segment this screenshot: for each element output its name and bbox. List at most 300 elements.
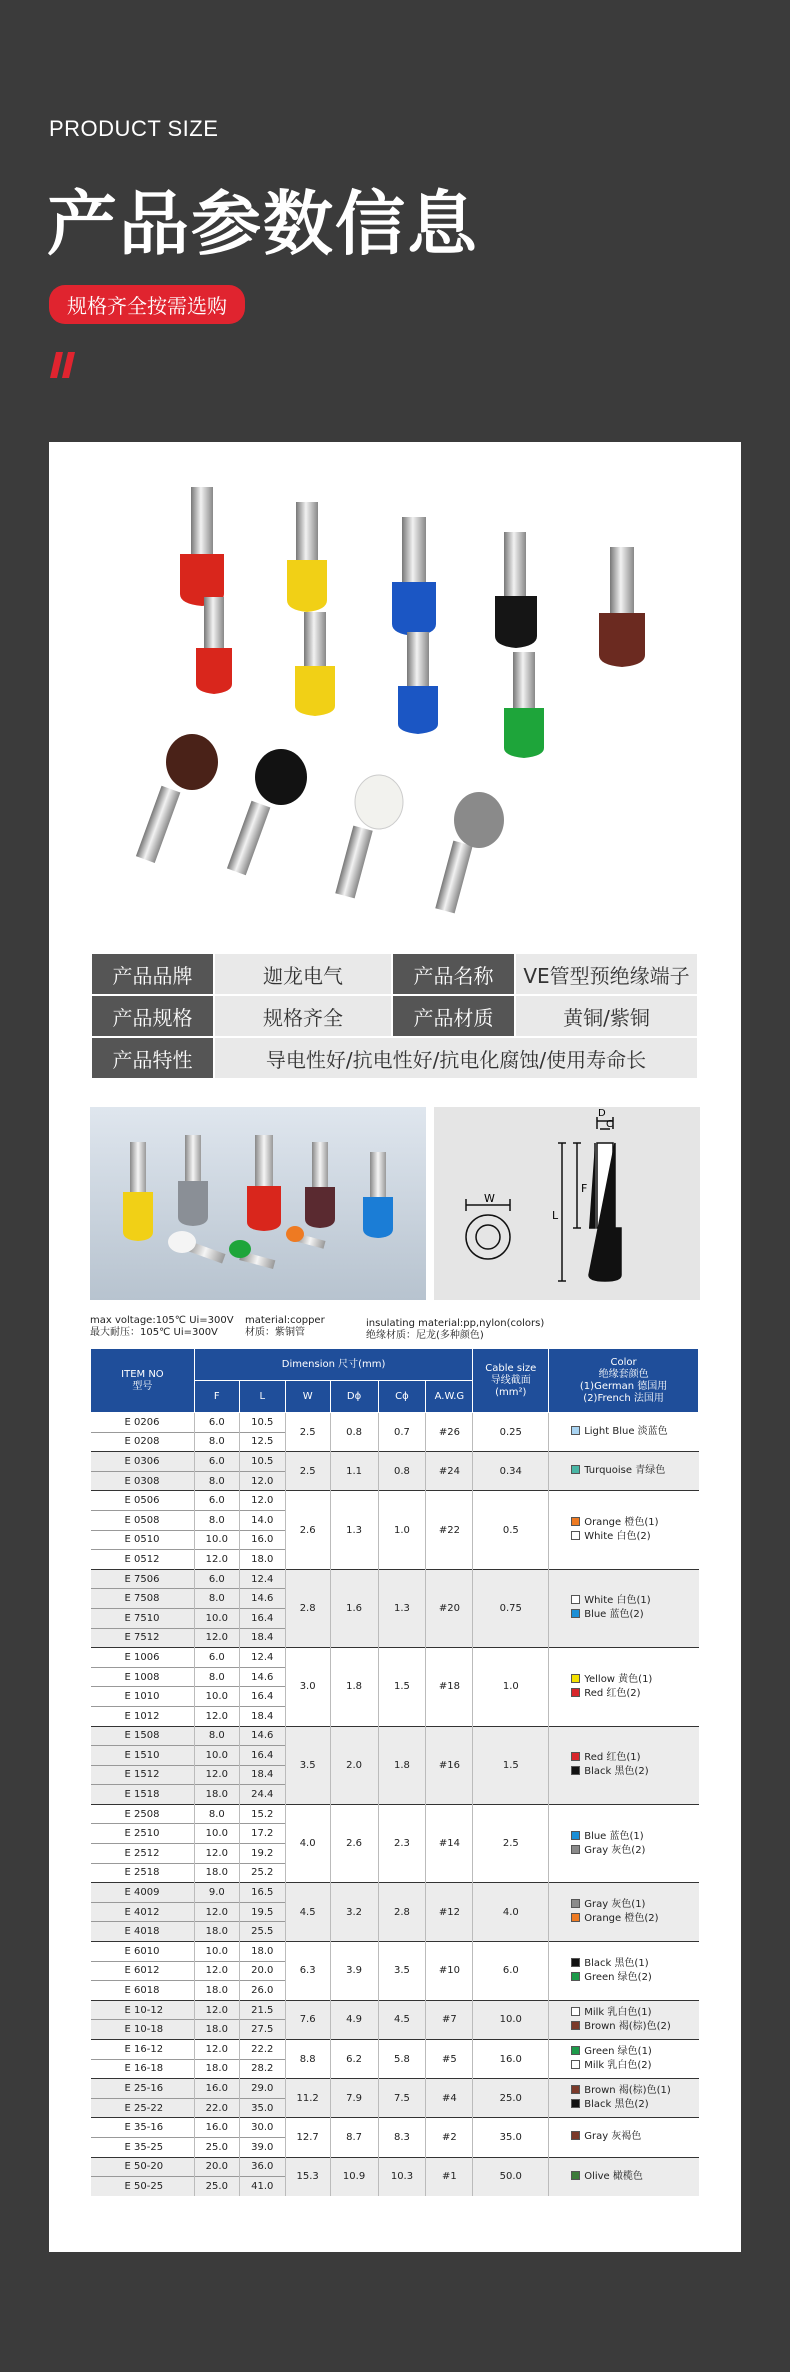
w-dimension-label: W — [484, 1192, 495, 1205]
color-label: Milk 乳白色(2) — [584, 2060, 652, 2072]
w-cell: 15.3 — [285, 2157, 330, 2196]
voltage-note-en: max voltage:105℃ Ui=300V — [90, 1315, 234, 1326]
l-cell: 39.0 — [239, 2137, 285, 2157]
spec-table — [90, 1348, 699, 2196]
cable-size-cell: 25.0 — [473, 2079, 549, 2118]
f-cell: 10.0 — [194, 1824, 239, 1844]
item-no-cell: E 2512 — [91, 1844, 195, 1864]
section-en-title: PRODUCT SIZE — [49, 116, 219, 141]
dimension-drawing — [434, 1107, 700, 1300]
color-swatch-icon — [571, 1674, 580, 1683]
name-label: 产品名称 — [392, 953, 515, 995]
table-row — [91, 1648, 699, 1668]
dimension-header: Dimension 尺寸(mm) — [194, 1349, 473, 1381]
awg-cell: #20 — [426, 1569, 473, 1647]
c-cell: 4.5 — [378, 2000, 426, 2039]
f-cell: 10.0 — [194, 1746, 239, 1766]
w-cell: 2.8 — [285, 1569, 330, 1647]
d-cell: 8.7 — [330, 2118, 378, 2157]
l-cell: 24.4 — [239, 1785, 285, 1805]
l-cell: 19.5 — [239, 1902, 285, 1922]
l-cell: 14.6 — [239, 1667, 285, 1687]
item-no-cell: E 1518 — [91, 1785, 195, 1805]
color-swatch-icon — [571, 2046, 580, 2055]
w-cell: 4.0 — [285, 1804, 330, 1882]
item-no-cell: E 10-12 — [91, 2000, 195, 2020]
item-no-cell: E 1510 — [91, 1746, 195, 1766]
color-label: Turquoise 青绿色 — [584, 1465, 666, 1477]
cable-size-cell: 0.34 — [473, 1452, 549, 1491]
item-no-cell: E 0306 — [91, 1452, 195, 1472]
c-cell: 2.8 — [378, 1883, 426, 1942]
table-row — [91, 2118, 699, 2138]
f-cell: 12.0 — [194, 2000, 239, 2020]
color-swatch-icon — [571, 1426, 580, 1435]
w-cell: 7.6 — [285, 2000, 330, 2039]
color-label: Green 绿色(2) — [584, 1971, 652, 1983]
col-l-header: L — [239, 1381, 285, 1413]
color-swatch-icon — [571, 2171, 580, 2180]
c-cell: 1.5 — [378, 1648, 426, 1726]
item-no-cell: E 1012 — [91, 1706, 195, 1726]
material-note-cn: 材质：紫铜管 — [245, 1327, 305, 1338]
l-cell: 25.2 — [239, 1863, 285, 1883]
l-cell: 12.0 — [239, 1471, 285, 1491]
w-cell: 3.5 — [285, 1726, 330, 1804]
f-cell: 18.0 — [194, 1981, 239, 2001]
section-cn-title: 产品参数信息 — [47, 183, 479, 265]
awg-cell: #26 — [426, 1413, 473, 1452]
l-cell: 26.0 — [239, 1981, 285, 2001]
d-cell: 10.9 — [330, 2157, 378, 2196]
item-no-cell: E 1512 — [91, 1765, 195, 1785]
f-cell: 12.0 — [194, 1961, 239, 1981]
color-label: Black 黑色(2) — [584, 1766, 649, 1778]
color-cell — [549, 2000, 699, 2039]
color-label: Black 黑色(1) — [584, 1957, 649, 1969]
d-cell: 3.9 — [330, 1942, 378, 2001]
l-cell: 30.0 — [239, 2118, 285, 2138]
f-cell: 25.0 — [194, 2177, 239, 2197]
c-cell: 5.8 — [378, 2040, 426, 2079]
color-option — [571, 1830, 698, 1844]
d-cell: 3.2 — [330, 1883, 378, 1942]
cable-size-cell: 16.0 — [473, 2040, 549, 2079]
l-cell: 12.4 — [239, 1569, 285, 1589]
col-w-header: W — [285, 1381, 330, 1413]
l-cell: 18.0 — [239, 1550, 285, 1570]
color-label: Gray 灰色(1) — [584, 1899, 646, 1911]
table-row — [91, 2000, 699, 2020]
item-no-cell: E 4018 — [91, 1922, 195, 1942]
color-swatch-icon — [571, 1517, 580, 1526]
item-no-cell: E 1508 — [91, 1726, 195, 1746]
table-row — [91, 1804, 699, 1824]
item-no-cell: E 0512 — [91, 1550, 195, 1570]
table-row — [91, 2079, 699, 2099]
color-option — [571, 1957, 698, 1971]
col-awg-header: A.W.G — [426, 1381, 473, 1413]
item-no-cell: E 2518 — [91, 1863, 195, 1883]
f-cell: 6.0 — [194, 1569, 239, 1589]
d-cell: 0.8 — [330, 1413, 378, 1452]
awg-cell: #16 — [426, 1726, 473, 1804]
f-cell: 8.0 — [194, 1471, 239, 1491]
ferrule-product-photo — [49, 442, 741, 942]
l-cell: 12.5 — [239, 1432, 285, 1452]
material-label: 产品材质 — [392, 995, 515, 1037]
f-cell: 12.0 — [194, 1706, 239, 1726]
f-cell: 8.0 — [194, 1432, 239, 1452]
f-cell: 20.0 — [194, 2157, 239, 2177]
item-no-cell: E 7510 — [91, 1608, 195, 1628]
material-note-en: material:copper — [245, 1315, 325, 1326]
color-option — [571, 2098, 698, 2112]
color-label: Gray 灰褐色 — [584, 2131, 642, 2143]
awg-cell: #12 — [426, 1883, 473, 1942]
color-option — [571, 2020, 698, 2034]
c-cell: 3.5 — [378, 1942, 426, 2001]
cable-size-cell: 2.5 — [473, 1804, 549, 1882]
spec-label: 产品规格 — [91, 995, 214, 1037]
l-cell: 21.5 — [239, 2000, 285, 2020]
item-no-cell: E 25-16 — [91, 2079, 195, 2099]
d-cell: 1.3 — [330, 1491, 378, 1569]
c-cell: 2.3 — [378, 1804, 426, 1882]
item-no-cell: E 0506 — [91, 1491, 195, 1511]
d-dimension-label: D — [598, 1108, 606, 1119]
color-swatch-icon — [571, 2021, 580, 2030]
color-option — [571, 2045, 698, 2059]
table-row — [91, 2040, 699, 2060]
color-option — [571, 1425, 698, 1439]
f-cell: 10.0 — [194, 1608, 239, 1628]
f-cell: 9.0 — [194, 1883, 239, 1903]
item-no-cell: E 50-25 — [91, 2177, 195, 2197]
color-swatch-icon — [571, 1958, 580, 1967]
f-cell: 8.0 — [194, 1804, 239, 1824]
color-swatch-icon — [571, 1766, 580, 1775]
item-no-cell: E 1006 — [91, 1648, 195, 1668]
color-option — [571, 2006, 698, 2020]
f-cell: 6.0 — [194, 1452, 239, 1472]
color-swatch-icon — [571, 1831, 580, 1840]
color-label: Olive 橄榄色 — [584, 2170, 643, 2182]
awg-cell: #18 — [426, 1648, 473, 1726]
color-label: White 白色(1) — [584, 1595, 651, 1607]
color-swatch-icon — [571, 2060, 580, 2069]
color-option — [571, 1673, 698, 1687]
color-label: Black 黑色(2) — [584, 2099, 649, 2111]
item-no-cell: E 0208 — [91, 1432, 195, 1452]
f-cell: 8.0 — [194, 1589, 239, 1609]
color-label: Light Blue 淡蓝色 — [584, 1426, 668, 1438]
color-label: Blue 蓝色(1) — [584, 1830, 644, 1842]
cable-size-cell: 0.25 — [473, 1413, 549, 1452]
color-swatch-icon — [571, 1609, 580, 1618]
color-option — [571, 1687, 698, 1701]
l-cell: 35.0 — [239, 2098, 285, 2118]
f-dimension-label: F — [581, 1182, 588, 1195]
color-cell — [549, 1569, 699, 1647]
color-swatch-icon — [571, 1845, 580, 1854]
d-cell: 7.9 — [330, 2079, 378, 2118]
l-cell: 16.0 — [239, 1530, 285, 1550]
l-cell: 27.5 — [239, 2020, 285, 2040]
w-cell: 2.5 — [285, 1413, 330, 1452]
f-cell: 12.0 — [194, 1844, 239, 1864]
awg-cell: #1 — [426, 2157, 473, 2196]
color-option — [571, 1516, 698, 1530]
l-cell: 16.4 — [239, 1746, 285, 1766]
f-cell: 6.0 — [194, 1491, 239, 1511]
f-cell: 18.0 — [194, 1863, 239, 1883]
double-slash-icon — [50, 352, 80, 378]
insulation-note-cn: 绝缘材质：尼龙(多种颜色) — [366, 1330, 484, 1341]
table-row — [91, 1883, 699, 1903]
c-cell: 8.3 — [378, 2118, 426, 2157]
spec-pill-badge: 规格齐全按需选购 — [49, 285, 245, 324]
color-option — [571, 2170, 698, 2184]
f-cell: 10.0 — [194, 1530, 239, 1550]
w-cell: 12.7 — [285, 2118, 330, 2157]
color-cell — [549, 1491, 699, 1569]
c-cell: 0.8 — [378, 1452, 426, 1491]
awg-cell: #24 — [426, 1452, 473, 1491]
product-info-table — [90, 952, 699, 1080]
f-cell: 10.0 — [194, 1687, 239, 1707]
color-label: Red 红色(1) — [584, 1752, 641, 1764]
awg-cell: #4 — [426, 2079, 473, 2118]
item-no-cell: E 7512 — [91, 1628, 195, 1648]
awg-cell: #22 — [426, 1491, 473, 1569]
awg-cell: #2 — [426, 2118, 473, 2157]
item-no-cell: E 6018 — [91, 1981, 195, 2001]
table-row — [91, 1452, 699, 1472]
color-swatch-icon — [571, 1688, 580, 1697]
color-swatch-icon — [571, 1531, 580, 1540]
c-cell: 1.3 — [378, 1569, 426, 1647]
cable-size-cell: 1.0 — [473, 1648, 549, 1726]
color-swatch-icon — [571, 2099, 580, 2108]
awg-cell: #7 — [426, 2000, 473, 2039]
product-panel — [49, 442, 741, 2252]
item-no-cell: E 2510 — [91, 1824, 195, 1844]
item-no-cell: E 6010 — [91, 1942, 195, 1962]
f-cell: 6.0 — [194, 1648, 239, 1668]
color-option — [571, 1765, 698, 1779]
color-swatch-icon — [571, 1465, 580, 1474]
f-cell: 8.0 — [194, 1726, 239, 1746]
w-cell: 6.3 — [285, 1942, 330, 2001]
item-no-cell: E 10-18 — [91, 2020, 195, 2040]
c-cell: 1.0 — [378, 1491, 426, 1569]
color-option — [571, 1530, 698, 1544]
f-cell: 12.0 — [194, 2040, 239, 2060]
f-cell: 6.0 — [194, 1413, 239, 1433]
color-label: Orange 橙色(2) — [584, 1913, 659, 1925]
color-cell — [549, 1413, 699, 1452]
color-cell — [549, 1942, 699, 2001]
color-ferrules-photo — [90, 1107, 426, 1300]
l-cell: 41.0 — [239, 2177, 285, 2197]
l-cell: 14.6 — [239, 1726, 285, 1746]
l-dimension-label: L — [552, 1209, 559, 1222]
l-cell: 22.2 — [239, 2040, 285, 2060]
color-cell — [549, 1648, 699, 1726]
l-cell: 12.4 — [239, 1648, 285, 1668]
l-cell: 18.4 — [239, 1706, 285, 1726]
f-cell: 18.0 — [194, 2059, 239, 2079]
item-no-cell: E 2508 — [91, 1804, 195, 1824]
item-no-cell: E 0206 — [91, 1413, 195, 1433]
f-cell: 8.0 — [194, 1510, 239, 1530]
l-cell: 14.6 — [239, 1589, 285, 1609]
color-swatch-icon — [571, 1972, 580, 1981]
color-swatch-icon — [571, 2007, 580, 2016]
table-row — [91, 1491, 699, 1511]
item-no-cell: E 0308 — [91, 1471, 195, 1491]
color-swatch-icon — [571, 1913, 580, 1922]
d-cell: 1.8 — [330, 1648, 378, 1726]
color-cell — [549, 1452, 699, 1491]
feature-label: 产品特性 — [91, 1037, 214, 1079]
color-swatch-icon — [571, 1899, 580, 1908]
item-no-cell: E 7506 — [91, 1569, 195, 1589]
f-cell: 8.0 — [194, 1667, 239, 1687]
cable-size-cell: 4.0 — [473, 1883, 549, 1942]
table-row — [91, 1942, 699, 1962]
item-no-cell: E 1008 — [91, 1667, 195, 1687]
item-no-cell: E 0508 — [91, 1510, 195, 1530]
f-cell: 18.0 — [194, 1785, 239, 1805]
l-cell: 15.2 — [239, 1804, 285, 1824]
item-no-header: ITEM NO 型号 — [91, 1349, 195, 1413]
w-cell: 3.0 — [285, 1648, 330, 1726]
cable-size-cell: 0.5 — [473, 1491, 549, 1569]
w-cell: 2.5 — [285, 1452, 330, 1491]
item-no-cell: E 6012 — [91, 1961, 195, 1981]
f-cell: 25.0 — [194, 2137, 239, 2157]
w-cell: 11.2 — [285, 2079, 330, 2118]
f-cell: 18.0 — [194, 2020, 239, 2040]
cable-size-cell: 10.0 — [473, 2000, 549, 2039]
w-cell: 2.6 — [285, 1491, 330, 1569]
insulation-note-en: insulating material:pp,nylon(colors) — [366, 1318, 545, 1329]
color-cell — [549, 1726, 699, 1804]
table-row — [91, 1413, 699, 1433]
color-option — [571, 2130, 698, 2144]
l-cell: 28.2 — [239, 2059, 285, 2079]
f-cell: 16.0 — [194, 2079, 239, 2099]
l-cell: 12.0 — [239, 1491, 285, 1511]
color-cell — [549, 1883, 699, 1942]
d-cell: 2.6 — [330, 1804, 378, 1882]
item-no-cell: E 35-16 — [91, 2118, 195, 2138]
col-d-header: Dϕ — [330, 1381, 378, 1413]
l-cell: 29.0 — [239, 2079, 285, 2099]
cable-size-cell: 6.0 — [473, 1942, 549, 2001]
f-cell: 18.0 — [194, 1922, 239, 1942]
l-cell: 16.5 — [239, 1883, 285, 1903]
color-option — [571, 1912, 698, 1926]
color-swatch-icon — [571, 2131, 580, 2140]
awg-cell: #14 — [426, 1804, 473, 1882]
l-cell: 10.5 — [239, 1452, 285, 1472]
feature-value: 导电性好/抗电性好/抗电化腐蚀/使用寿命长 — [214, 1037, 698, 1079]
color-option — [571, 1594, 698, 1608]
w-cell: 8.8 — [285, 2040, 330, 2079]
spec-value: 规格齐全 — [214, 995, 392, 1037]
color-label: Brown 褐(棕)色(2) — [584, 2020, 671, 2032]
color-swatch-icon — [571, 1752, 580, 1761]
item-no-cell: E 16-12 — [91, 2040, 195, 2060]
cable-size-cell: 0.75 — [473, 1569, 549, 1647]
l-cell: 16.4 — [239, 1687, 285, 1707]
color-label: Milk 乳白色(1) — [584, 2006, 652, 2018]
item-no-cell: E 50-20 — [91, 2157, 195, 2177]
color-label: White 白色(2) — [584, 1531, 651, 1543]
color-swatch-icon — [571, 2085, 580, 2094]
c-cell: 10.3 — [378, 2157, 426, 2196]
d-cell: 2.0 — [330, 1726, 378, 1804]
color-label: Yellow 黄色(1) — [584, 1673, 653, 1685]
color-label: Orange 橙色(1) — [584, 1517, 659, 1529]
brand-label: 产品品牌 — [91, 953, 214, 995]
c-dimension-label: C — [606, 1119, 613, 1130]
voltage-note-cn: 最大耐压：105℃ Ui=300V — [90, 1327, 218, 1338]
color-label: Brown 褐(棕)色(1) — [584, 2085, 671, 2097]
l-cell: 17.2 — [239, 1824, 285, 1844]
l-cell: 16.4 — [239, 1608, 285, 1628]
name-value: VE管型预绝缘端子 — [515, 953, 698, 995]
table-row — [91, 1569, 699, 1589]
f-cell: 12.0 — [194, 1550, 239, 1570]
c-cell: 1.8 — [378, 1726, 426, 1804]
f-cell: 10.0 — [194, 1942, 239, 1962]
f-cell: 22.0 — [194, 2098, 239, 2118]
l-cell: 10.5 — [239, 1413, 285, 1433]
table-row — [91, 2157, 699, 2177]
d-cell: 1.1 — [330, 1452, 378, 1491]
item-no-cell: E 35-25 — [91, 2137, 195, 2157]
color-label: Gray 灰色(2) — [584, 1844, 646, 1856]
l-cell: 18.4 — [239, 1628, 285, 1648]
l-cell: 18.0 — [239, 1942, 285, 1962]
d-cell: 1.6 — [330, 1569, 378, 1647]
d-cell: 6.2 — [330, 2040, 378, 2079]
color-cell — [549, 2157, 699, 2196]
color-option — [571, 2059, 698, 2073]
color-cell — [549, 1804, 699, 1882]
awg-cell: #10 — [426, 1942, 473, 2001]
d-cell: 4.9 — [330, 2000, 378, 2039]
f-cell: 16.0 — [194, 2118, 239, 2138]
brand-value: 迦龙电气 — [214, 953, 392, 995]
item-no-cell: E 7508 — [91, 1589, 195, 1609]
w-cell: 4.5 — [285, 1883, 330, 1942]
color-cell — [549, 2118, 699, 2157]
col-c-header: Cϕ — [378, 1381, 426, 1413]
cable-size-cell: 35.0 — [473, 2118, 549, 2157]
f-cell: 12.0 — [194, 1902, 239, 1922]
cable-size-header: Cable size 导线截面 (mm²) — [473, 1349, 549, 1413]
color-option — [571, 1844, 698, 1858]
l-cell: 14.0 — [239, 1510, 285, 1530]
item-no-cell: E 4009 — [91, 1883, 195, 1903]
color-cell — [549, 2079, 699, 2118]
col-f-header: F — [194, 1381, 239, 1413]
